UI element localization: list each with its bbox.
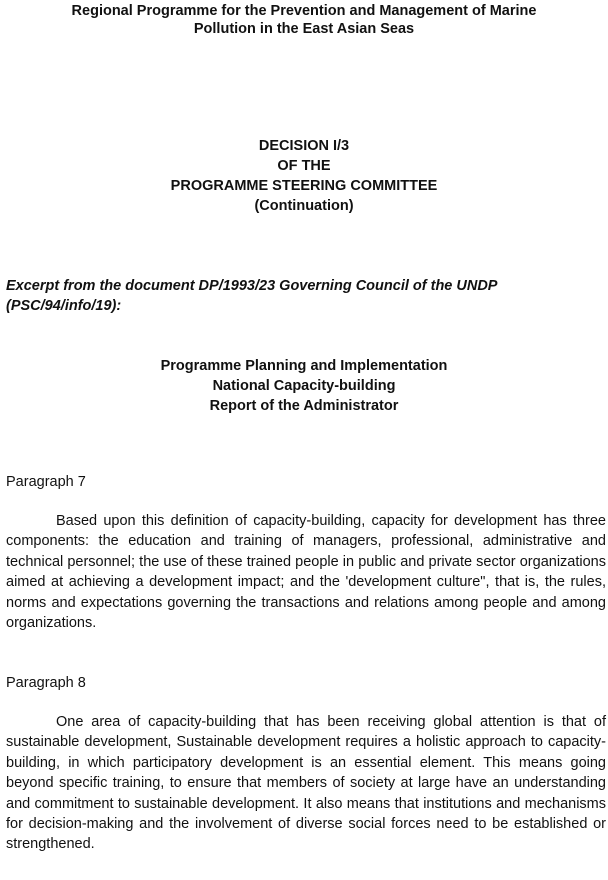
paragraph-7-heading: Paragraph 7 <box>6 474 86 490</box>
decision-line-2: OF THE <box>277 158 331 174</box>
excerpt-reference <box>6 276 604 316</box>
paragraph-8-text: One area of capacity-building that has been receiving global attention is that of sustainable development, Sustainable development requires a holistic approach to capacity-building, in which participatory development is an essential element. This means going beyond specific training, to ensure that members of society at large have an understanding and commitment to sustainable development. It also means that institutions and mechanisms for decision-making and the involvement of diverse social forces need to be established or strengthened. <box>6 714 606 853</box>
paragraph-7-text: Based upon this definition of capacity-building, capacity for development has three components: the education and training of managers, professional, administrative and technical personnel; the use of these trained people in public and private sector organizations aimed at achieving a development impact; and the 'development culture", that is, the rules, norms and expectations governing the transactions and relations among people and among organizations. <box>6 513 606 632</box>
excerpt-line-2: (PSC/94/info/19): <box>6 298 122 314</box>
paragraph-8-heading: Paragraph 8 <box>6 675 86 691</box>
report-line-1: Programme Planning and Implementation <box>160 358 448 374</box>
header-line-1: Regional Programme for the Prevention and Management of Marine <box>71 3 537 19</box>
report-title <box>0 356 608 416</box>
decision-line-4: (Continuation) <box>254 198 354 214</box>
report-line-3: Report of the Administrator <box>209 398 399 414</box>
decision-title <box>0 136 608 216</box>
report-line-2: National Capacity-building <box>212 378 396 394</box>
decision-line-3: PROGRAMME STEERING COMMITTEE <box>170 178 438 194</box>
header-line-2: Pollution in the East Asian Seas <box>193 21 415 37</box>
decision-line-1: DECISION I/3 <box>258 138 350 154</box>
document-header <box>0 2 608 38</box>
excerpt-line-1: Excerpt from the document DP/1993/23 Governing Council of the UNDP <box>6 278 498 294</box>
